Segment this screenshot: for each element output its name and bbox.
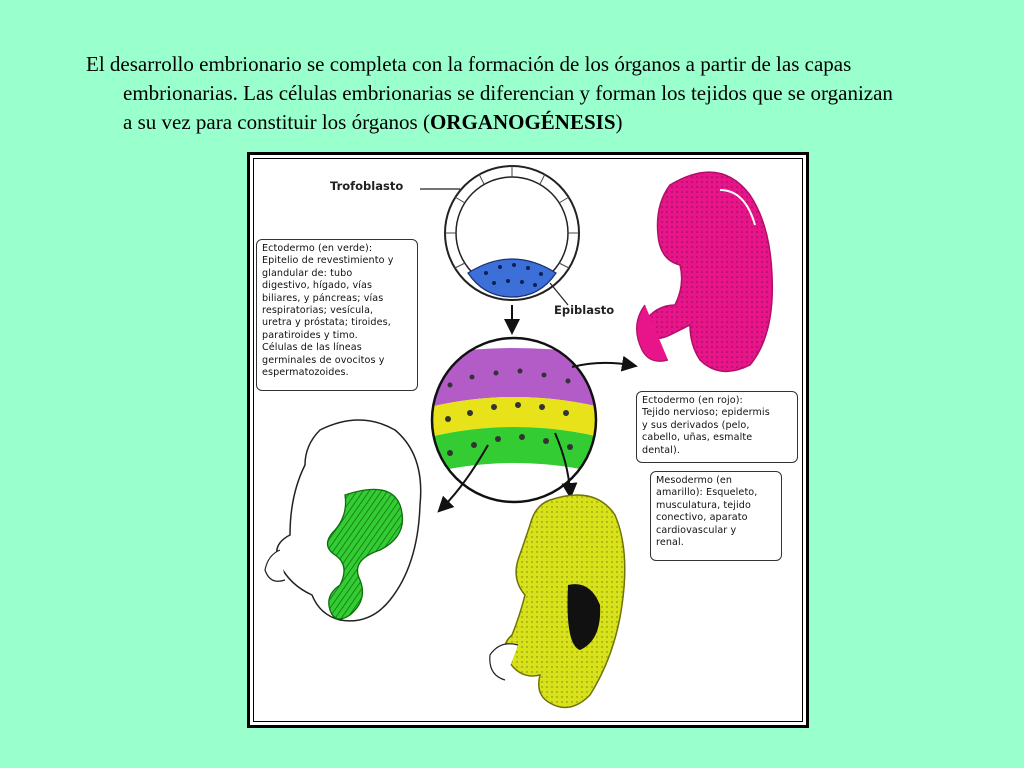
mesoderm-yellow-box: Mesodermo (en amarillo): Esqueleto, musculatura, tejido conectivo, aparato cardiovascular y renal.: [650, 471, 782, 561]
ectoderm-green-box: Ectodermo (en verde): Epitelio de revestimiento y glandular de: tubo digestivo, hígado, vías biliares, y páncreas; vías respiratorias; vesícula, uretra y próstata; tiroides, paratiroides y timo. Células de las líneas germinales de ovocitos y espermatozoides.: [256, 239, 418, 391]
intro-text: [86, 50, 976, 137]
intro-line-3: a su vez para constituir los órganos (ORGANOGÉNESIS): [123, 110, 623, 134]
embryo-endoderm-green: [265, 420, 421, 621]
embryo-ectoderm-red: [637, 172, 773, 371]
embryo-mesoderm-yellow: [490, 495, 625, 708]
epiblasto-label: Epiblasto: [554, 303, 615, 317]
blastocyst-drawing: [445, 166, 579, 300]
germ-layers-drawing: [430, 335, 600, 505]
intro-line-1: El desarrollo embrionario se completa con la formación de los órganos a partir de las capas: [86, 52, 852, 76]
ectoderm-red-box: Ectodermo (en rojo): Tejido nervioso; epidermis y sus derivados (pelo, cabello, uñas, esmalte dental).: [636, 391, 798, 463]
trofoblasto-label: Trofoblasto: [330, 179, 404, 193]
intro-line-2: embrionarias. Las células embrionarias se diferencian y forman los tejidos que se organizan: [123, 81, 893, 105]
organogenesis-term: ORGANOGÉNESIS: [429, 110, 616, 134]
organogenesis-figure: [247, 152, 809, 728]
